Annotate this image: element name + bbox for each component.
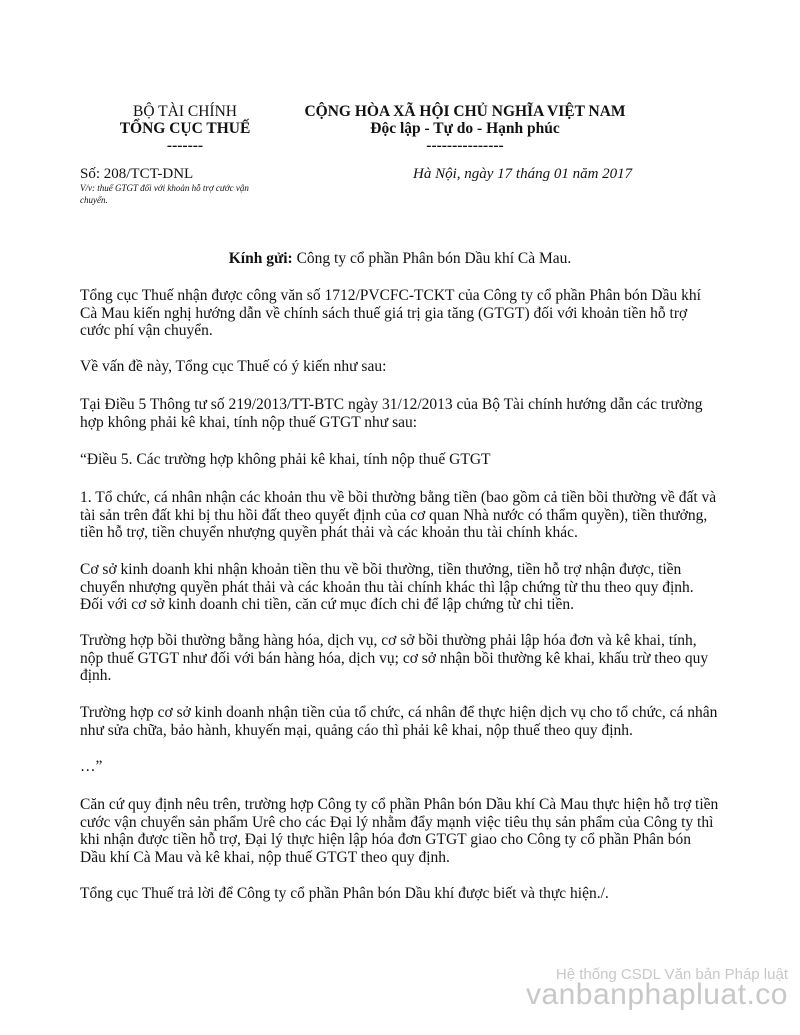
recipient-line bbox=[80, 250, 720, 268]
watermark-caption: Hệ thống CSDL Văn bản Pháp luật bbox=[555, 966, 788, 983]
paragraph-conclusion: Căn cứ quy định nêu trên, trường hợp Công ty cổ phần Phân bón Dầu khí Cà Mau thực hiện hỗ trợ tiền cước vận chuyển sản phẩm Urê cho các Đại lý nhằm đẩy mạnh việc tiêu thụ sản phẩm của Công ty thì khi nhận được tiền hỗ trợ, Đại lý thực hiện lập hóa đơn GTGT giao cho Công ty cổ phần Phân bón Dầu khí Cà Mau và kê khai, nộp thuế GTGT theo quy định. bbox=[80, 796, 719, 866]
paragraph-citation: Tại Điều 5 Thông tư số 219/2013/TT-BTC ngày 31/12/2013 của Bộ Tài chính hướng dẫn các trường hợp không phải kê khai, tính nộp thuế GTGT như sau: bbox=[80, 396, 703, 431]
document-subject: V/v: thuế GTGT đối với khoản hỗ trợ cước vận chuyển. bbox=[80, 183, 249, 205]
paragraph-clause-3: Trường hợp bồi thường bằng hàng hóa, dịch vụ, cơ sở bồi thường phải lập hóa đơn và kê khai, tính, nộp thuế GTGT như đối với bán hàng hóa, dịch vụ; cơ sở nhận bồi thường kê khai, khấu trừ theo quy định. bbox=[80, 632, 709, 684]
motto: Độc lập - Tự do - Hạnh phúc bbox=[370, 120, 560, 137]
document-number: Số: 208/TCT-DNL bbox=[80, 166, 194, 182]
recipient-prefix: Kính gửi: bbox=[228, 250, 293, 267]
paragraph-clause-1: 1. Tổ chức, cá nhân nhận các khoản thu về bồi thường bằng tiền (bao gồm cả tiền bồi thường về đất và tài sản trên đất khi bị thu hồi đất theo quyết định của cơ quan Nhà nước có thẩm quyền), tiền thưởng, tiền hỗ trợ, tiền chuyển nhượng quyền phát thải và các khoản thu tài chính khác. bbox=[80, 489, 717, 541]
ministry-block bbox=[95, 103, 275, 154]
nation-rule: --------------- bbox=[426, 137, 504, 154]
paragraph-closing: Tổng cục Thuế trả lời để Công ty cổ phần Phân bón Dầu khí được biết và thực hiện./. bbox=[80, 885, 609, 902]
ministry-name: BỘ TÀI CHÍNH bbox=[133, 103, 237, 120]
date-line: Hà Nội, ngày 17 tháng 01 năm 2017 bbox=[413, 166, 633, 182]
paragraph-intro: Tổng cục Thuế nhận được công văn số 1712/PVCFC-TCKT của Công ty cổ phần Phân bón Dầu khí Cà Mau kiến nghị hướng dẫn về chính sách thuế giá trị gia tăng (GTGT) đối với khoản tiền hỗ trợ cước phí vận chuyển. bbox=[80, 287, 701, 339]
paragraph-article-title: “Điều 5. Các trường hợp không phải kê khai, tính nộp thuế GTGT bbox=[80, 451, 491, 468]
department-name: TỔNG CỤC THUẾ bbox=[119, 120, 251, 137]
paragraph-ellipsis: …” bbox=[80, 758, 103, 775]
nation-name: CỘNG HÒA XÃ HỘI CHỦ NGHĨA VIỆT NAM bbox=[304, 103, 626, 120]
watermark-site: vanbanphapluat.co bbox=[525, 978, 788, 1011]
paragraph-opinion: Về vấn đề này, Tổng cục Thuế có ý kiến như sau: bbox=[80, 358, 387, 375]
recipient-name: Công ty cổ phần Phân bón Dầu khí Cà Mau. bbox=[296, 250, 572, 267]
paragraph-clause-2: Cơ sở kinh doanh khi nhận khoản tiền thu về bồi thường, tiền thưởng, tiền hỗ trợ nhận được, tiền chuyển nhượng quyền phát thải và các khoản thu tài chính khác thì lập chứng từ thu theo quy định. Đối với cơ sở kinh doanh chi tiền, căn cứ mục đích chi để lập chứng từ chi tiền. bbox=[80, 561, 694, 613]
ministry-rule: ------- bbox=[166, 137, 204, 154]
paragraph-clause-4: Trường hợp cơ sở kinh doanh nhận tiền của tổ chức, cá nhân để thực hiện dịch vụ cho tổ chức, cá nhân như sửa chữa, bảo hành, khuyến mại, quảng cáo thì phải kê khai, nộp thuế theo quy định. bbox=[80, 704, 718, 739]
national-heading bbox=[285, 103, 645, 154]
